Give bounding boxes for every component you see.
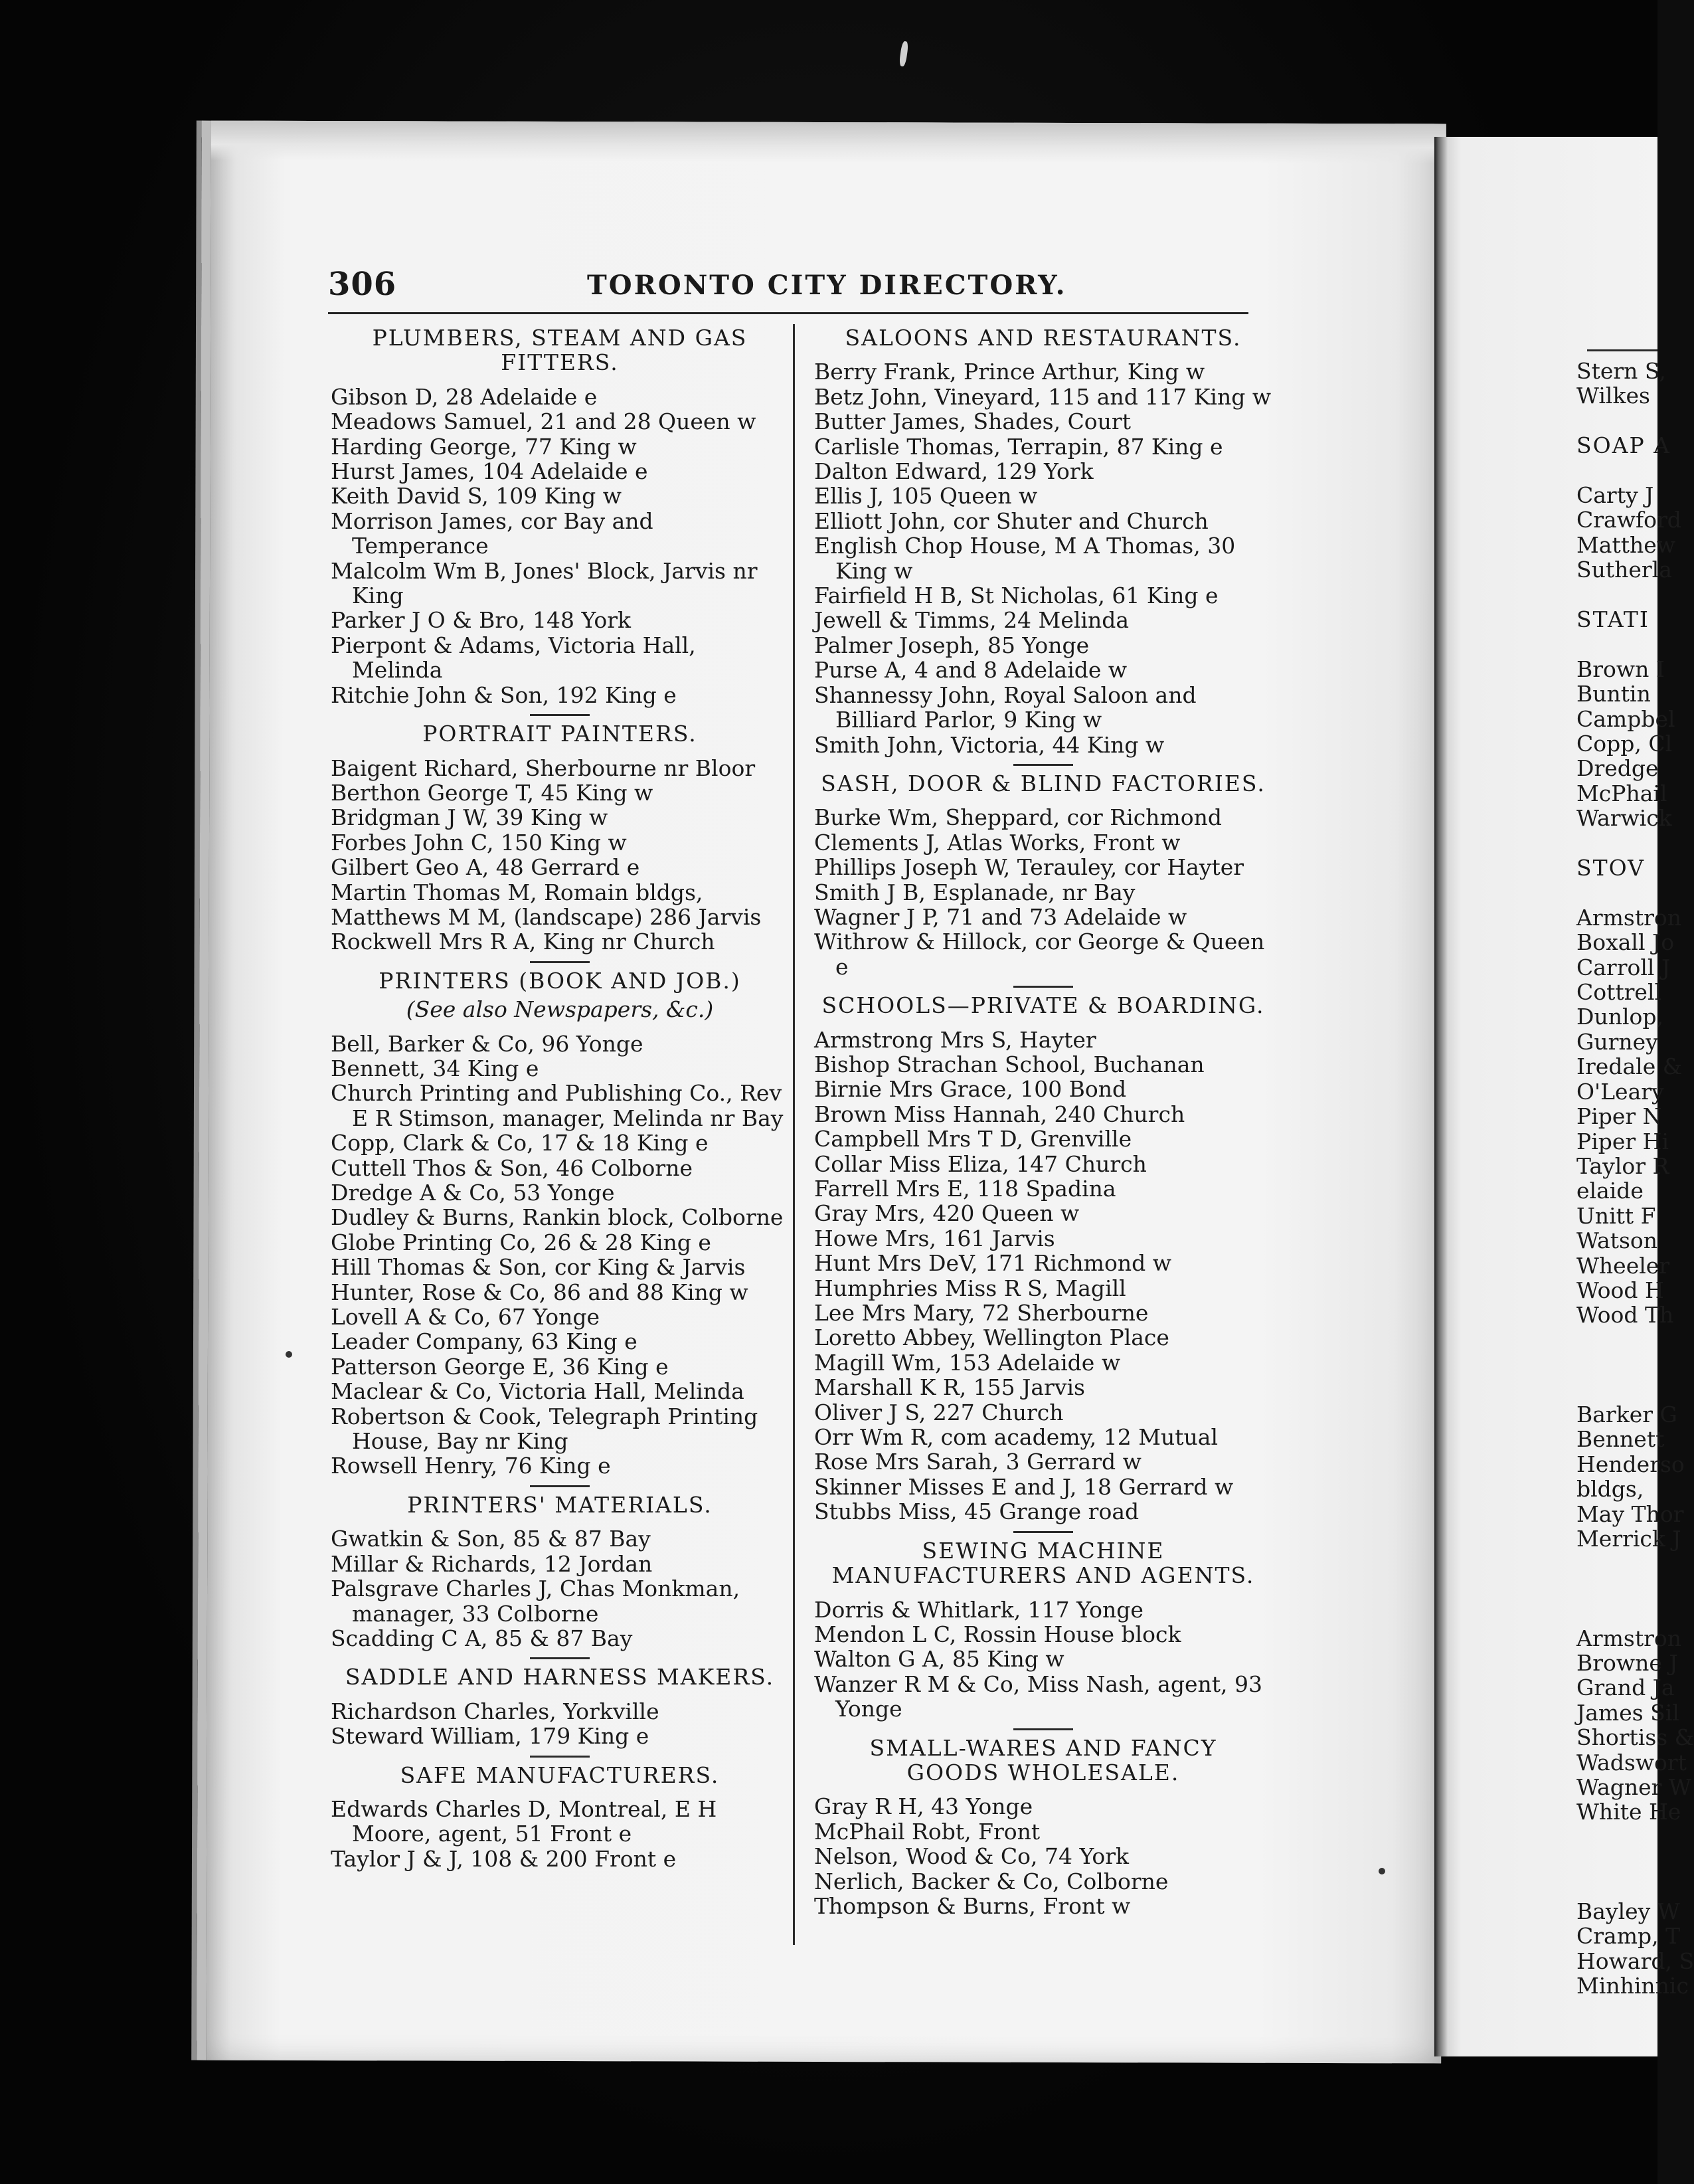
right-blank-line xyxy=(1576,632,1657,656)
directory-section xyxy=(331,1485,789,1651)
section-rule xyxy=(530,961,590,963)
directory-entry: Dudley & Burns, Rankin block, Colborne xyxy=(331,1204,784,1231)
directory-entry: Stubbs Miss, 45 Grange road xyxy=(814,1499,1140,1525)
page-number: 306 xyxy=(328,266,397,303)
directory-entry: Nelson, Wood & Co, 74 York xyxy=(814,1843,1130,1870)
ink-spot xyxy=(286,1351,292,1358)
directory-entry: Bishop Strachan School, Buchanan xyxy=(814,1051,1205,1077)
right-entry-fragment: Warwick xyxy=(1576,805,1672,832)
right-section-heading: STATI xyxy=(1576,606,1650,633)
right-entry-fragment: James Sil xyxy=(1576,1699,1679,1726)
right-entry-fragment: Piper N xyxy=(1576,1103,1662,1130)
heading-gap xyxy=(331,1022,789,1032)
right-entry-fragment: Wheeler xyxy=(1576,1252,1670,1279)
directory-entry: Brown Miss Hannah, 240 Church xyxy=(814,1101,1185,1127)
directory-entry: Orr Wm R, com academy, 12 Mutual xyxy=(814,1424,1219,1451)
page-top-edge xyxy=(211,121,1446,164)
directory-entry: Globe Printing Co, 26 & 28 King e xyxy=(331,1229,711,1255)
right-entry-fragment: Carty J xyxy=(1576,482,1654,508)
directory-entry: Patterson George E, 36 King e xyxy=(331,1353,669,1380)
section-heading: PRINTERS (BOOK AND JOB.) xyxy=(379,967,741,994)
directory-entry: Martin Thomas M, Romain bldgs, xyxy=(331,879,703,905)
right-entry-fragment: May Thor xyxy=(1576,1501,1684,1527)
directory-section xyxy=(331,1657,789,1748)
right-entry-fragment: Howard, S xyxy=(1576,1948,1694,1974)
directory-entry: Ritchie John & Son, 192 King e xyxy=(331,682,677,708)
directory-entry: Hurst James, 104 Adelaide e xyxy=(331,458,648,485)
section-heading: PORTRAIT PAINTERS. xyxy=(422,721,697,747)
left-column xyxy=(331,325,789,1878)
right-entry-fragment: Buntin xyxy=(1576,681,1651,707)
directory-section xyxy=(331,961,789,1479)
heading-gap xyxy=(814,1785,1272,1794)
directory-entry: Loretto Abbey, Wellington Place xyxy=(814,1324,1169,1351)
right-entry-fragment: Wadswort xyxy=(1576,1749,1687,1775)
directory-entry: Berthon George T, 45 King w xyxy=(331,779,653,806)
right-entry-fragment: Matthew xyxy=(1576,531,1676,558)
right-entry-fragment: Brown I xyxy=(1576,656,1665,682)
right-entry-fragment: Wood Th xyxy=(1576,1302,1674,1328)
directory-entry: Richardson Charles, Yorkville xyxy=(331,1698,659,1724)
right-entry-fragment: Watson xyxy=(1576,1228,1658,1254)
right-entry-fragment: Campbel xyxy=(1576,705,1675,732)
heading-gap xyxy=(814,1018,1272,1028)
directory-entry: Millar & Richards, 12 Jordan xyxy=(331,1550,653,1577)
directory-entry: Nerlich, Backer & Co, Colborne xyxy=(814,1868,1169,1894)
directory-entry: Robertson & Cook, Telegraph Printing House, Bay nr King xyxy=(331,1403,758,1455)
directory-entry: English Chop House, M A Thomas, 30 King w xyxy=(814,533,1236,584)
directory-entry: Bennett, 34 King e xyxy=(331,1055,539,1081)
directory-entry: Purse A, 4 and 8 Adelaide w xyxy=(814,657,1128,683)
directory-entry: Oliver J S, 227 Church xyxy=(814,1399,1064,1425)
right-entry-fragment: O'Leary xyxy=(1576,1078,1664,1105)
directory-entry: Magill Wm, 153 Adelaide w xyxy=(814,1349,1121,1376)
directory-entry: Keith David S, 109 King w xyxy=(331,483,622,509)
directory-entry: Palmer Joseph, 85 Yonge xyxy=(814,632,1090,658)
directory-section xyxy=(814,986,1272,1524)
right-entry-fragment: Bennett xyxy=(1576,1426,1665,1453)
right-blank-line xyxy=(1576,458,1657,483)
directory-section xyxy=(814,1728,1272,1919)
right-entry-fragment: Piper Hi xyxy=(1576,1128,1669,1154)
directory-entry: Campbell Mrs T D, Grenville xyxy=(814,1126,1132,1152)
directory-entry: Morrison James, cor Bay and Temperance xyxy=(331,507,653,559)
directory-entry: Bridgman J W, 39 King w xyxy=(331,804,608,831)
right-entry-fragment: Taylor R xyxy=(1576,1152,1669,1179)
right-entry-fragment: Bayley W xyxy=(1576,1898,1680,1924)
right-entry-fragment: bldgs, xyxy=(1576,1476,1644,1502)
directory-section xyxy=(814,764,1272,979)
right-blank-line xyxy=(1576,1874,1657,1899)
heading-gap xyxy=(814,796,1272,805)
directory-entry: Hunter, Rose & Co, 86 and 88 King w xyxy=(331,1279,748,1305)
directory-entry: Walton G A, 85 King w xyxy=(814,1646,1064,1673)
directory-entry: Hunt Mrs DeV, 171 Richmond w xyxy=(814,1250,1171,1277)
directory-entry: Gibson D, 28 Adelaide e xyxy=(331,383,598,410)
section-heading: SALOONS AND RESTAURANTS. xyxy=(845,325,1242,351)
directory-entry: Thompson & Burns, Front w xyxy=(814,1892,1131,1919)
directory-entry: Rose Mrs Sarah, 3 Gerrard w xyxy=(814,1449,1142,1475)
right-blank-line xyxy=(1576,1576,1657,1601)
right-entry-fragment: Barker G xyxy=(1576,1401,1677,1427)
directory-section xyxy=(814,325,1272,757)
section-rule xyxy=(1013,1531,1073,1533)
directory-entry: Shannessy John, Royal Saloon and Billiard Parlor, 9 King w xyxy=(814,682,1197,733)
right-entry-fragment: Iredale & xyxy=(1576,1053,1683,1080)
right-blank-line xyxy=(1576,1849,1657,1874)
directory-entry: Withrow & Hillock, cor George & Queen e xyxy=(814,929,1265,980)
ink-spot xyxy=(1379,1868,1385,1874)
directory-entry: Fairfield H B, St Nicholas, 61 King e xyxy=(814,583,1219,609)
directory-entry: Berry Frank, Prince Arthur, King w xyxy=(814,359,1205,385)
running-title: TORONTO CITY DIRECTORY. xyxy=(587,270,1067,301)
directory-entry: Gray Mrs, 420 Queen w xyxy=(814,1200,1080,1227)
directory-section xyxy=(331,325,789,707)
right-entry-fragment: Gurney xyxy=(1576,1028,1658,1055)
right-entry-fragment: Armstron xyxy=(1576,904,1681,931)
section-rule xyxy=(530,1657,590,1659)
directory-entry: Pierpont & Adams, Victoria Hall, Melinda xyxy=(331,632,696,683)
right-entry-fragment: Copp, Cl xyxy=(1576,731,1673,757)
heading-gap xyxy=(814,1588,1272,1597)
directory-entry: Maclear & Co, Victoria Hall, Melinda xyxy=(331,1378,744,1405)
right-entry-fragment: Boxall Jo xyxy=(1576,929,1675,956)
right-entry-fragment: Dredge xyxy=(1576,755,1659,782)
heading-gap xyxy=(331,1787,789,1797)
right-blank-line xyxy=(1576,583,1657,607)
right-entry-fragment: Sutherla xyxy=(1576,557,1672,583)
middle-column xyxy=(814,325,1272,1925)
right-entry-fragment: Wagner W xyxy=(1576,1774,1691,1800)
directory-entry: Gwatkin & Son, 85 & 87 Bay xyxy=(331,1526,651,1552)
directory-entry: Forbes John C, 150 King w xyxy=(331,829,627,856)
right-entry-fragment: Merrick J xyxy=(1576,1525,1681,1552)
directory-entry: Steward William, 179 King e xyxy=(331,1723,649,1750)
section-heading: SASH, DOOR & BLIND FACTORIES. xyxy=(821,770,1266,796)
right-entry-fragment: McPhail xyxy=(1576,780,1667,806)
section-heading: SEWING MACHINE MANUFACTURERS AND AGENTS. xyxy=(831,1537,1255,1589)
directory-entry: Farrell Mrs E, 118 Spadina xyxy=(814,1176,1116,1202)
directory-entry: Gilbert Geo A, 48 Gerrard e xyxy=(331,854,640,881)
directory-entry: Carlisle Thomas, Terrapin, 87 King e xyxy=(814,433,1223,460)
section-heading: SMALL-WARES AND FANCY GOODS WHOLESALE. xyxy=(869,1734,1217,1785)
section-note: (See also Newspapers, &c.) xyxy=(406,996,714,1023)
directory-entry: Baigent Richard, Sherbourne nr Bloor xyxy=(331,755,756,781)
directory-entry: Harding George, 77 King w xyxy=(331,433,637,460)
right-entry-fragment: White He xyxy=(1576,1799,1681,1825)
directory-entry: Butter James, Shades, Court xyxy=(814,409,1131,435)
heading-gap xyxy=(814,350,1272,359)
directory-entry: Bell, Barker & Co, 96 Yonge xyxy=(331,1030,643,1057)
directory-entry: Betz John, Vineyard, 115 and 117 King w xyxy=(814,383,1272,410)
directory-entry: Rowsell Henry, 76 King e xyxy=(331,1453,611,1479)
section-heading: SCHOOLS—PRIVATE & BOARDING. xyxy=(821,992,1265,1019)
heading-gap xyxy=(331,747,789,756)
directory-entry: Wagner J P, 71 and 73 Adelaide w xyxy=(814,903,1187,930)
directory-entry: Leader Company, 63 King e xyxy=(331,1328,637,1355)
directory-entry: Clements J, Atlas Works, Front w xyxy=(814,829,1181,856)
directory-entry: Burke Wm, Sheppard, cor Richmond xyxy=(814,804,1222,831)
right-section-heading: STOV xyxy=(1576,855,1645,881)
section-heading: SAFE MANUFACTURERS. xyxy=(400,1762,720,1788)
directory-entry: Dorris & Whitlark, 117 Yonge xyxy=(814,1596,1143,1623)
heading-gap xyxy=(331,375,789,385)
right-entry-fragment: Henderso xyxy=(1576,1451,1685,1477)
directory-entry: Dredge A & Co, 53 Yonge xyxy=(331,1180,615,1206)
right-entry-fragment: Cottrell xyxy=(1576,979,1662,1006)
directory-entry: Taylor J & J, 108 & 200 Front e xyxy=(331,1845,677,1872)
right-entry-fragment: Shortiss & xyxy=(1576,1724,1694,1751)
directory-entry: Meadows Samuel, 21 and 28 Queen w xyxy=(331,409,756,435)
directory-entry: McPhail Robt, Front xyxy=(814,1818,1041,1845)
directory-section xyxy=(331,1756,789,1872)
directory-entry: Scadding C A, 85 & 87 Bay xyxy=(331,1625,633,1651)
right-entry-fragment: Grand Ja xyxy=(1576,1675,1675,1701)
right-entry-fragment: Dunlop, xyxy=(1576,1004,1664,1030)
directory-entry: Lee Mrs Mary, 72 Sherbourne xyxy=(814,1300,1149,1326)
section-rule xyxy=(530,714,590,716)
directory-entry: Copp, Clark & Co, 17 & 18 King e xyxy=(331,1130,709,1156)
right-entry-fragment: Browne J xyxy=(1576,1649,1678,1676)
right-blank-line xyxy=(1576,831,1657,856)
right-blank-line xyxy=(1576,1601,1657,1625)
directory-entry: Armstrong Mrs S, Hayter xyxy=(814,1026,1096,1053)
directory-entry: Dalton Edward, 129 York xyxy=(814,458,1094,485)
directory-section xyxy=(814,1531,1272,1722)
right-entry-fragment: Unitt F xyxy=(1576,1202,1656,1229)
directory-entry: Phillips Joseph W, Terauley, cor Hayter xyxy=(814,854,1244,881)
right-blank-line xyxy=(1576,409,1657,433)
right-entry-fragment: Wood H xyxy=(1576,1277,1664,1303)
right-blank-line xyxy=(1576,1352,1657,1377)
page-header xyxy=(328,266,1248,314)
directory-section xyxy=(331,714,789,955)
section-rule xyxy=(530,1756,590,1758)
right-entry-fragment: Crawford xyxy=(1576,507,1681,533)
right-entry-fragment: Wilkes xyxy=(1576,383,1650,409)
directory-entry: Ellis J, 105 Queen w xyxy=(814,483,1038,509)
directory-entry: Cuttell Thos & Son, 46 Colborne xyxy=(331,1154,693,1181)
section-rule xyxy=(1013,764,1073,766)
directory-entry: Smith J B, Esplanade, nr Bay xyxy=(814,879,1136,905)
directory-entry: Hill Thomas & Son, cor King & Jarvis xyxy=(331,1254,746,1281)
directory-entry: Malcolm Wm B, Jones' Block, Jarvis nr King xyxy=(331,557,758,609)
right-entry-fragment: Carroll J xyxy=(1576,954,1671,980)
directory-entry: Palsgrave Charles J, Chas Monkman, manager, 33 Colborne xyxy=(331,1576,740,1627)
heading-gap xyxy=(331,1517,789,1526)
right-page-column xyxy=(1576,358,1694,1999)
right-blank-line xyxy=(1576,1328,1657,1352)
directory-entry: Howe Mrs, 161 Jarvis xyxy=(814,1225,1055,1251)
section-heading: PLUMBERS, STEAM AND GAS FITTERS. xyxy=(372,325,748,376)
right-entry-fragment: elaide xyxy=(1576,1178,1644,1204)
right-blank-line xyxy=(1576,880,1657,905)
right-section-heading: SOAP A xyxy=(1576,432,1671,459)
right-entry-fragment: Armstron xyxy=(1576,1625,1681,1651)
right-blank-line xyxy=(1576,1378,1657,1402)
right-blank-line xyxy=(1576,1551,1657,1576)
directory-entry: Mendon L C, Rossin House block xyxy=(814,1621,1181,1647)
directory-entry: Rockwell Mrs R A, King nr Church xyxy=(331,929,715,955)
directory-entry: Humphries Miss R S, Magill xyxy=(814,1275,1126,1301)
column-divider xyxy=(793,324,795,1945)
directory-entry: Parker J O & Bro, 148 York xyxy=(331,607,631,634)
heading-gap xyxy=(331,1690,789,1699)
directory-entry: Elliott John, cor Shuter and Church xyxy=(814,507,1209,534)
right-blank-line xyxy=(1576,1825,1657,1849)
right-page-rule xyxy=(1587,349,1657,351)
right-entry-fragment: Minhinnic xyxy=(1576,1973,1689,1999)
directory-entry: Matthews M M, (landscape) 286 Jarvis xyxy=(331,903,762,930)
section-rule xyxy=(530,1485,590,1487)
right-entry-fragment: Cramp, T xyxy=(1576,1923,1681,1950)
directory-entry: Wanzer R M & Co, Miss Nash, agent, 93 Yonge xyxy=(814,1671,1262,1722)
directory-entry: Gray R H, 43 Yonge xyxy=(814,1793,1033,1820)
section-heading: SADDLE AND HARNESS MAKERS. xyxy=(345,1664,775,1690)
directory-entry: Marshall K R, 155 Jarvis xyxy=(814,1374,1085,1401)
section-rule xyxy=(1013,986,1073,988)
directory-entry: Church Printing and Publishing Co., Rev E R Stimson, manager, Melinda nr Bay xyxy=(331,1080,784,1131)
right-entry-fragment: Stern S, xyxy=(1576,358,1666,384)
section-rule xyxy=(1013,1728,1073,1730)
directory-entry: Jewell & Timms, 24 Melinda xyxy=(814,607,1130,634)
directory-entry: Birnie Mrs Grace, 100 Bond xyxy=(814,1076,1127,1103)
directory-entry: Edwards Charles D, Montreal, E H Moore, agent, 51 Front e xyxy=(331,1795,717,1847)
directory-entry: Smith John, Victoria, 44 King w xyxy=(814,731,1165,758)
directory-entry: Skinner Misses E and J, 18 Gerrard w xyxy=(814,1473,1234,1500)
directory-entry: Lovell A & Co, 67 Yonge xyxy=(331,1304,600,1330)
section-heading: PRINTERS' MATERIALS. xyxy=(407,1491,713,1518)
directory-entry: Collar Miss Eliza, 147 Church xyxy=(814,1150,1147,1177)
